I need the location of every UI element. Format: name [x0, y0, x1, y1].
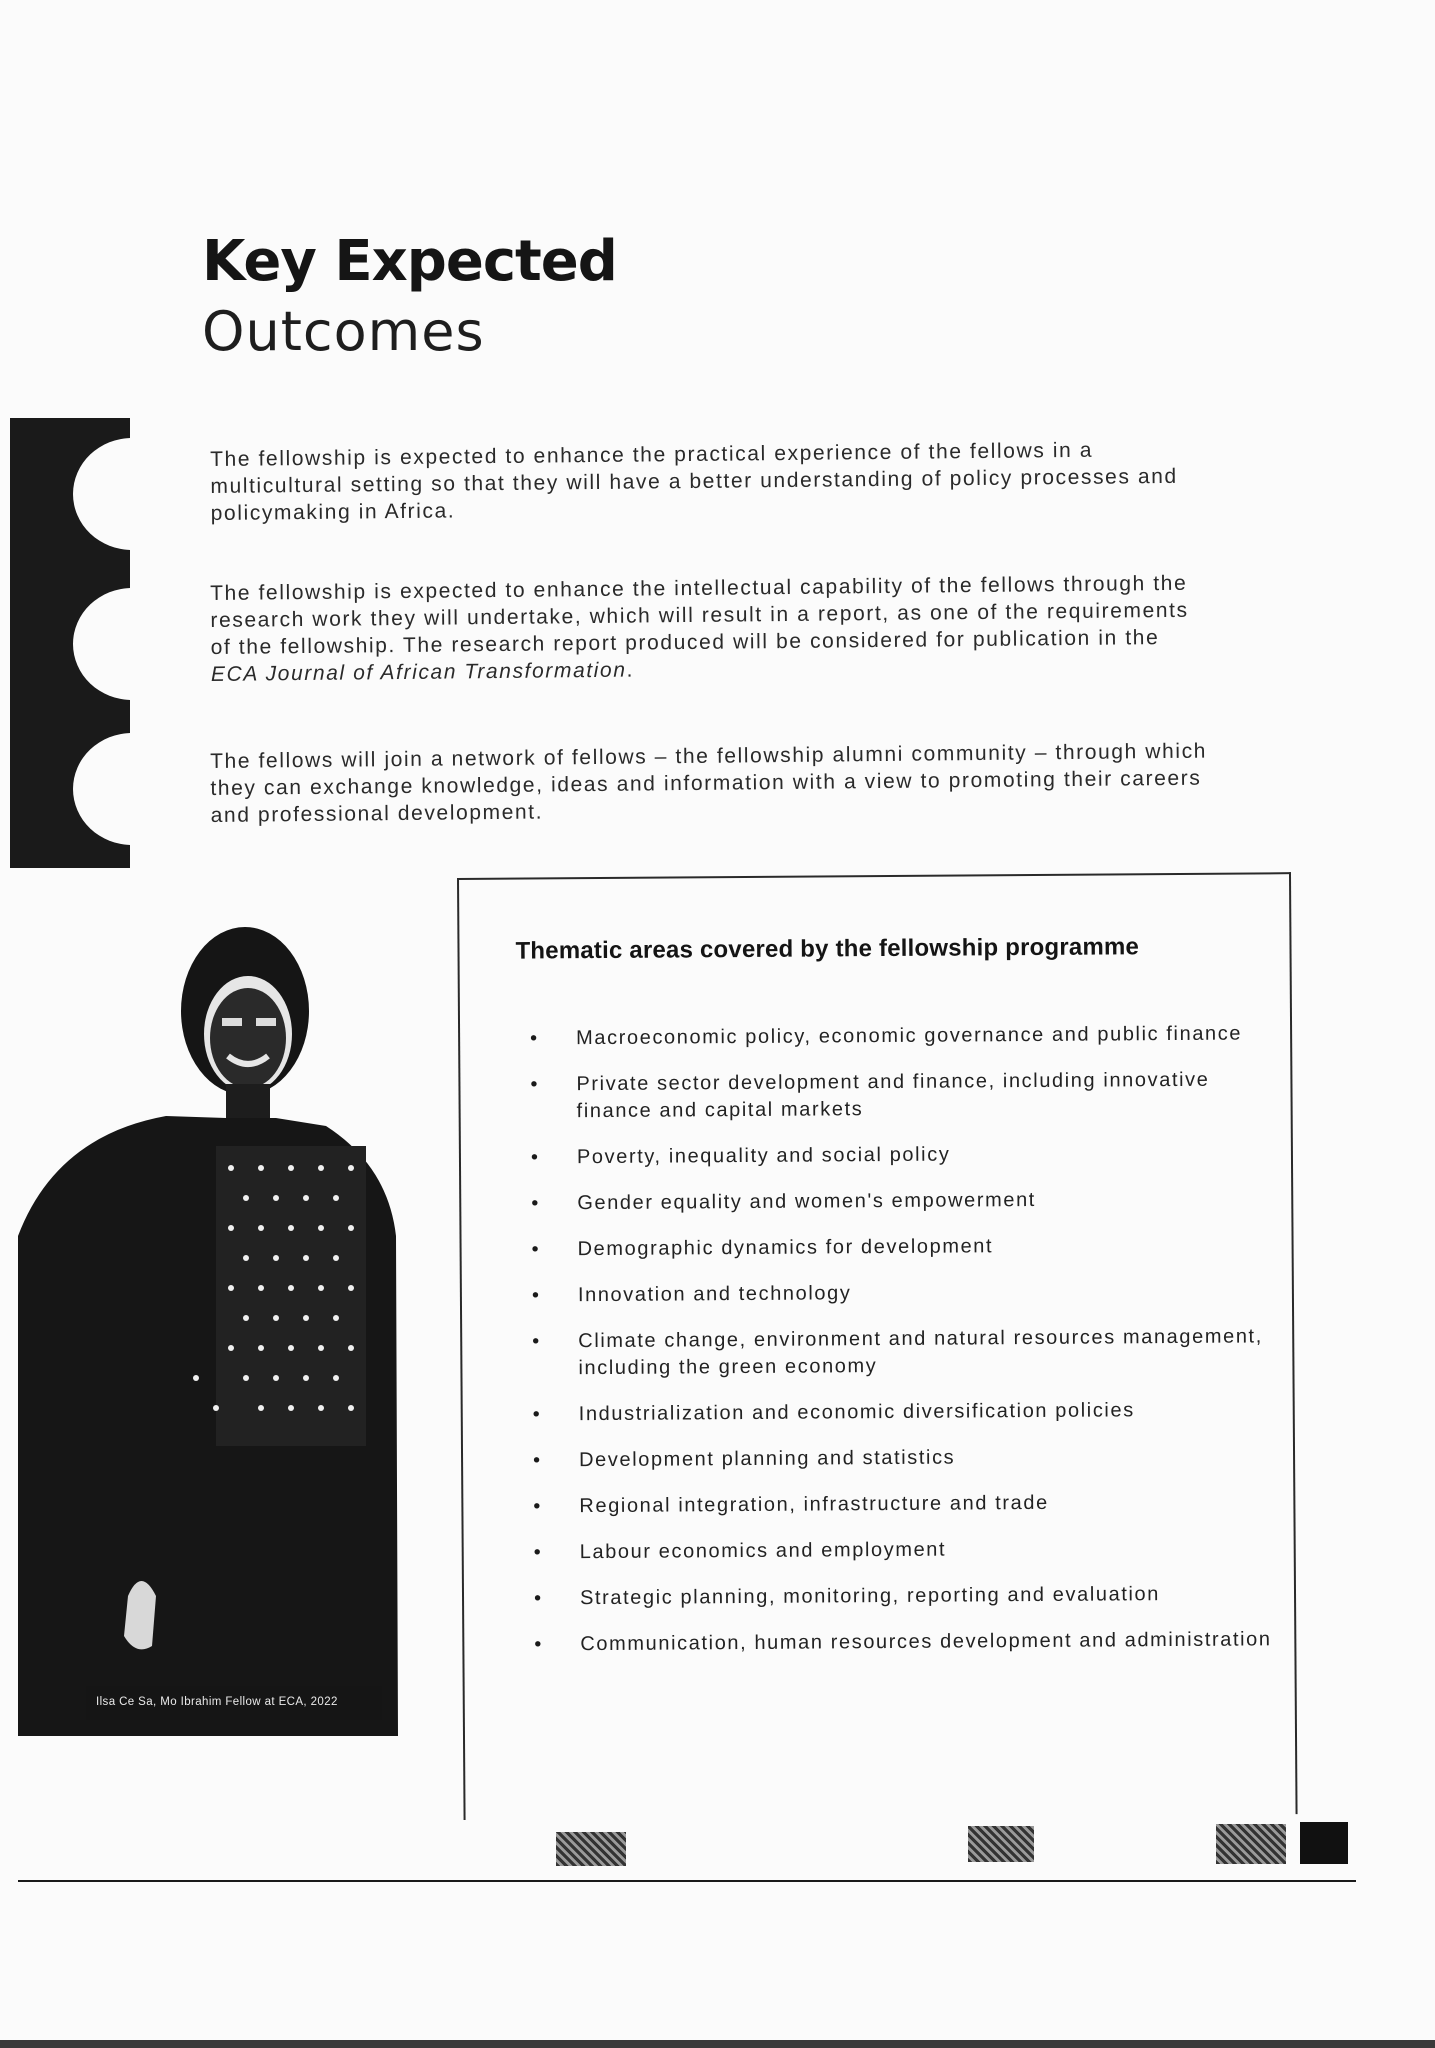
outcome-paragraph-2: The fellowship is expected to enhance the intellectual capability of the fellows through the research work they will undertake, which will result in a report, as one of the requirements of the fellowship. The research report produced will be considered for publication in the ECA Journal of African Transformation. [210, 571, 1189, 686]
scan-edge [0, 2040, 1435, 2048]
thematic-areas-box [457, 872, 1298, 1820]
journal-title: ECA Journal of African Transformation [210, 658, 627, 686]
decorative-notch [73, 438, 130, 550]
list-item: • Private sector development and finance, including innovative finance and capital markets [530, 1066, 1270, 1125]
decorative-square [556, 1832, 626, 1866]
thematic-areas-title: Thematic areas covered by the fellowship programme [515, 933, 1140, 965]
outcome-paragraph-3: The fellows will join a network of fellows – the fellowship alumni community – through which they can exchange knowledge, ideas and information with a view to promoting their careers and professional development. [210, 739, 1208, 827]
decorative-square [1216, 1824, 1286, 1864]
photo-caption: Ilsa Ce Sa, Mo Ibrahim Fellow at ECA, 2022 [96, 1696, 338, 1708]
list-item: • Communication, human resources development and administration [534, 1626, 1274, 1658]
title-line-bold: Key Expected [202, 229, 617, 294]
list-item: • Development planning and statistics [533, 1442, 1273, 1474]
title-line-light: Outcomes [202, 300, 485, 363]
page-title [202, 228, 617, 368]
decorative-square [1300, 1822, 1348, 1864]
list-item: • Labour economics and employment [534, 1534, 1274, 1566]
thematic-areas-list [530, 1020, 1275, 1677]
decorative-square [968, 1826, 1034, 1862]
list-item: • Climate change, environment and natural resources management, including the green economy [532, 1323, 1272, 1382]
list-item: • Innovation and technology [532, 1277, 1272, 1309]
decorative-side-bar [10, 418, 130, 868]
list-item: • Gender equality and women's empowerment [531, 1185, 1271, 1217]
list-item: • Strategic planning, monitoring, reporting and evaluation [534, 1580, 1274, 1612]
list-item: • Poverty, inequality and social policy [531, 1139, 1271, 1171]
decorative-notch [73, 588, 130, 700]
list-item: • Macroeconomic policy, economic governance and public finance [530, 1020, 1270, 1052]
outcome-paragraph-1: The fellowship is expected to enhance the practical experience of the fellows in a multicultural setting so that they will have a better understanding of policy processes and policymaking in Africa. [210, 438, 1178, 525]
decorative-notch [73, 733, 130, 845]
list-item: • Regional integration, infrastructure and trade [533, 1488, 1273, 1520]
list-item: • Demographic dynamics for development [532, 1231, 1272, 1263]
list-item: • Industrialization and economic diversification policies [533, 1396, 1273, 1428]
footer-rule [18, 1880, 1356, 1882]
fellow-photo [16, 906, 436, 1736]
